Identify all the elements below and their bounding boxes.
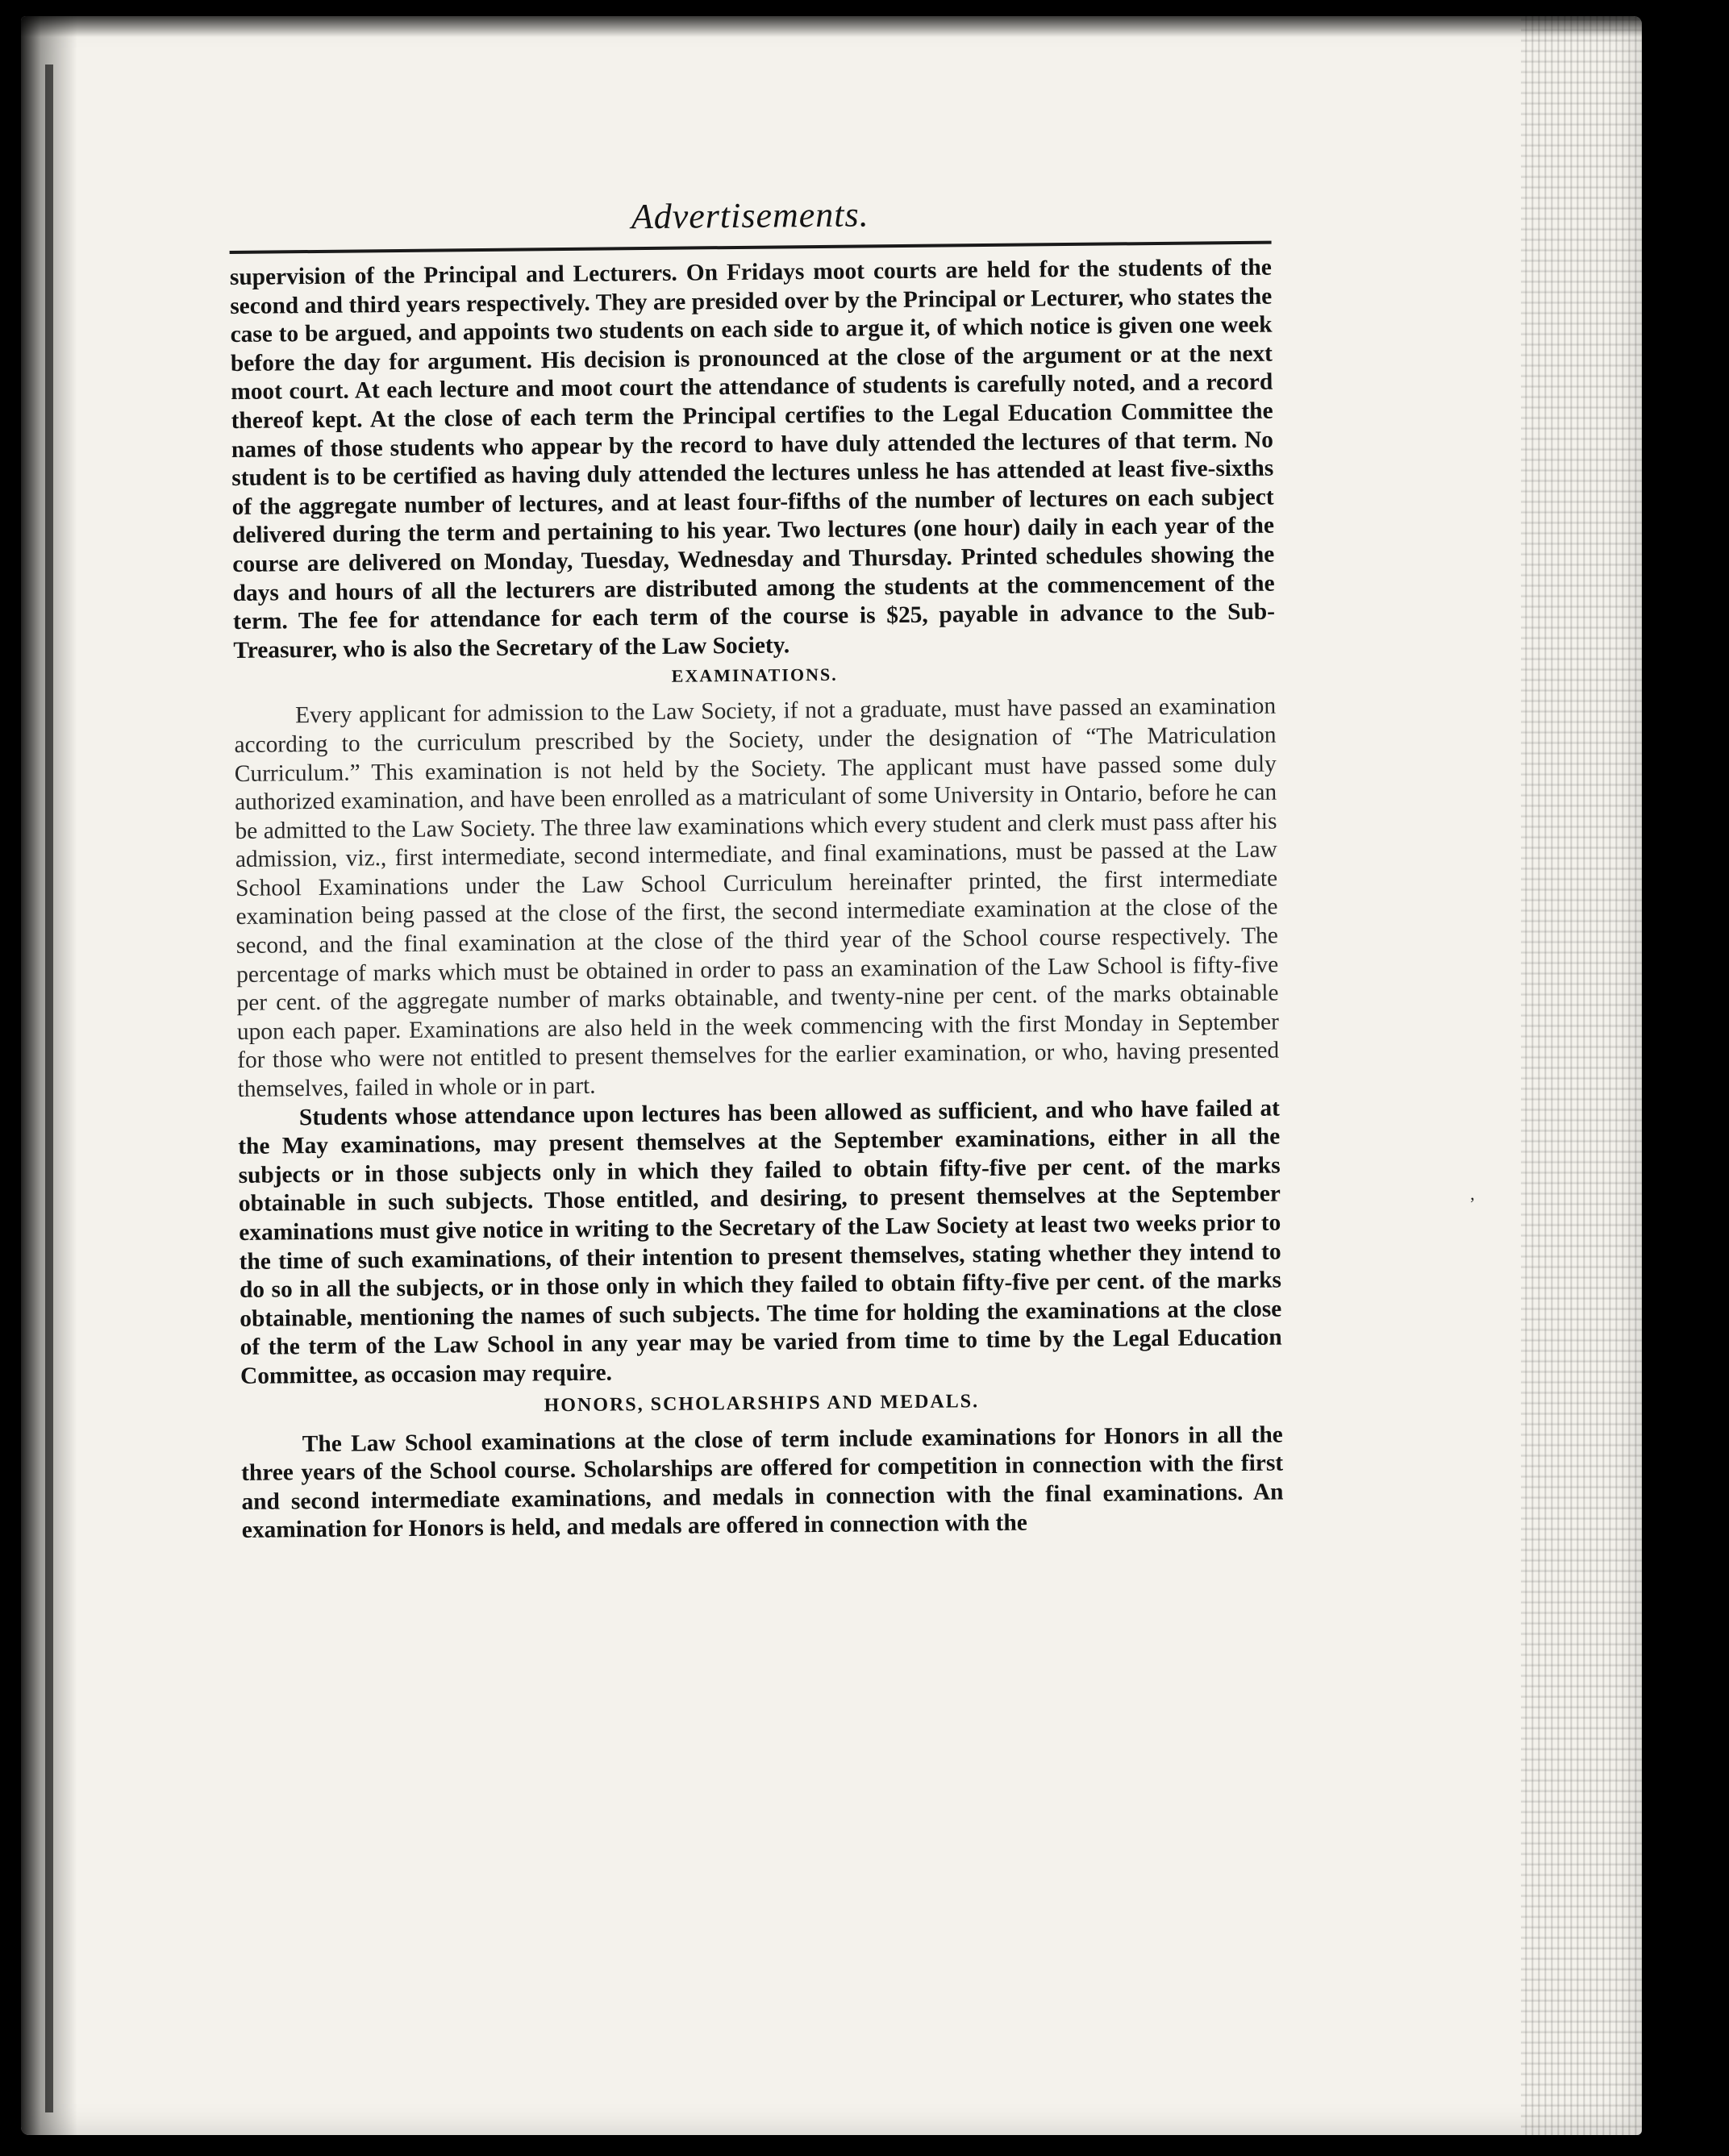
document-page — [21, 16, 1642, 2135]
paragraph-honors: The Law School examinations at the close of term include examinations for Honors in all the three years of the School course. Scholarships are offered for competition in connection with the first and second intermediate examinations, and medals in connection with the final examinations. An examination for Honors is held, and medals are offered in connection with the — [241, 1421, 1284, 1544]
page-edge-noise — [1521, 16, 1642, 2135]
binding-shadow — [21, 16, 77, 2135]
running-head: Advertisements. — [631, 194, 869, 237]
page-content — [229, 190, 1284, 1546]
section-heading-honors: HONORS, SCHOLARSHIPS AND MEDALS. — [544, 1390, 980, 1416]
paragraph-september-exams: Students whose attendance upon lectures has been allowed as sufficient, and who have failed at the May examinations, may present themselves at the September examinations, either in all the subjects or in those subjects only in which they failed to obtain fifty-five per cent. of the marks obtainable in such subjects. Those entitled, and desiring, to present themselves at the September examinations must give notice in writing to the Secretary of the Law Society at least two weeks prior to the time of such examinations, of their intention to present themselves, stating whether they intend to do so in all the subjects, or in those only in which they failed to obtain fifty-five per cent. of the marks obtainable, mentioning the names of such subjects. The time for holding the examinations at the close of the term of the Law School in any year may be varied from time to time by the Legal Education Committee, as occasion may require. — [238, 1095, 1282, 1389]
paragraph-moot-courts: supervision of the Principal and Lecturers. On Fridays moot courts are held for the students of the second and third years respectively. They are presided over by the Principal or Lecturer, who states the case to be argued, and appoints two students on each side to argue it, of which notice is given one week before the day for argument. His decision is pronounced at the close of the argument or at the next moot court. At each lecture and moot court the attendance of students is carefully noted, and a record thereof kept. At the close of each term the Principal certifies to the Legal Education Committee the names of those students who appear by the record to have duly attended the lectures of that term. No student is to be certified as having duly attended the lectures unless he has attended at least five-sixths of the aggregate number of lectures, and at least four-fifths of the number of lectures on each subject delivered during the term and pertaining to his year. Two lectures (one hour) daily in each year of the course are delivered on Monday, Tuesday, Wednesday and Thursday. Printed schedules showing the days and hours of all the lecturers are distributed among the students at the commencement of the term. The fee for attendance for each term of the course is $25, payable in advance to the Sub-Treasurer, who is also the Secretary of the Law Society. — [229, 254, 1276, 664]
header-rule — [230, 241, 1272, 254]
section-heading-examinations: EXAMINATIONS. — [671, 664, 838, 687]
paragraph-admission: Every applicant for admission to the Law Society, if not a graduate, must have passed an examination according to the curriculum prescribed by the Society, under the designation of “The Matriculation Curriculum.” This examination is not held by the Society. The applicant must have passed some duly authorized examination, and have been enrolled as a matriculant of some University in Ontario, before he can be admitted to the Law Society. The three law examinations which every student and clerk must pass after his admission, viz., first intermediate, second intermediate, and final examinations, must be passed at the Law School Examinations under the Law School Curriculum hereinafter printed, the first intermediate examination being passed at the close of the first, the second intermediate examination at the close of the second, and the final examination at the close of the third year of the School course respectively. The percentage of marks which must be obtained in order to pass an examination of the Law School is fifty-five per cent. of the aggregate number of marks obtainable, and twenty-nine per cent. of the marks obtainable upon each paper. Examinations are also held in the week commencing with the first Monday in September for those who were not entitled to present themselves for the earlier examination, or who, having presented themselves, failed in whole or in part. — [234, 693, 1280, 1102]
margin-mark: ’ — [1469, 1193, 1476, 1213]
page-top-shadow — [21, 16, 1642, 37]
